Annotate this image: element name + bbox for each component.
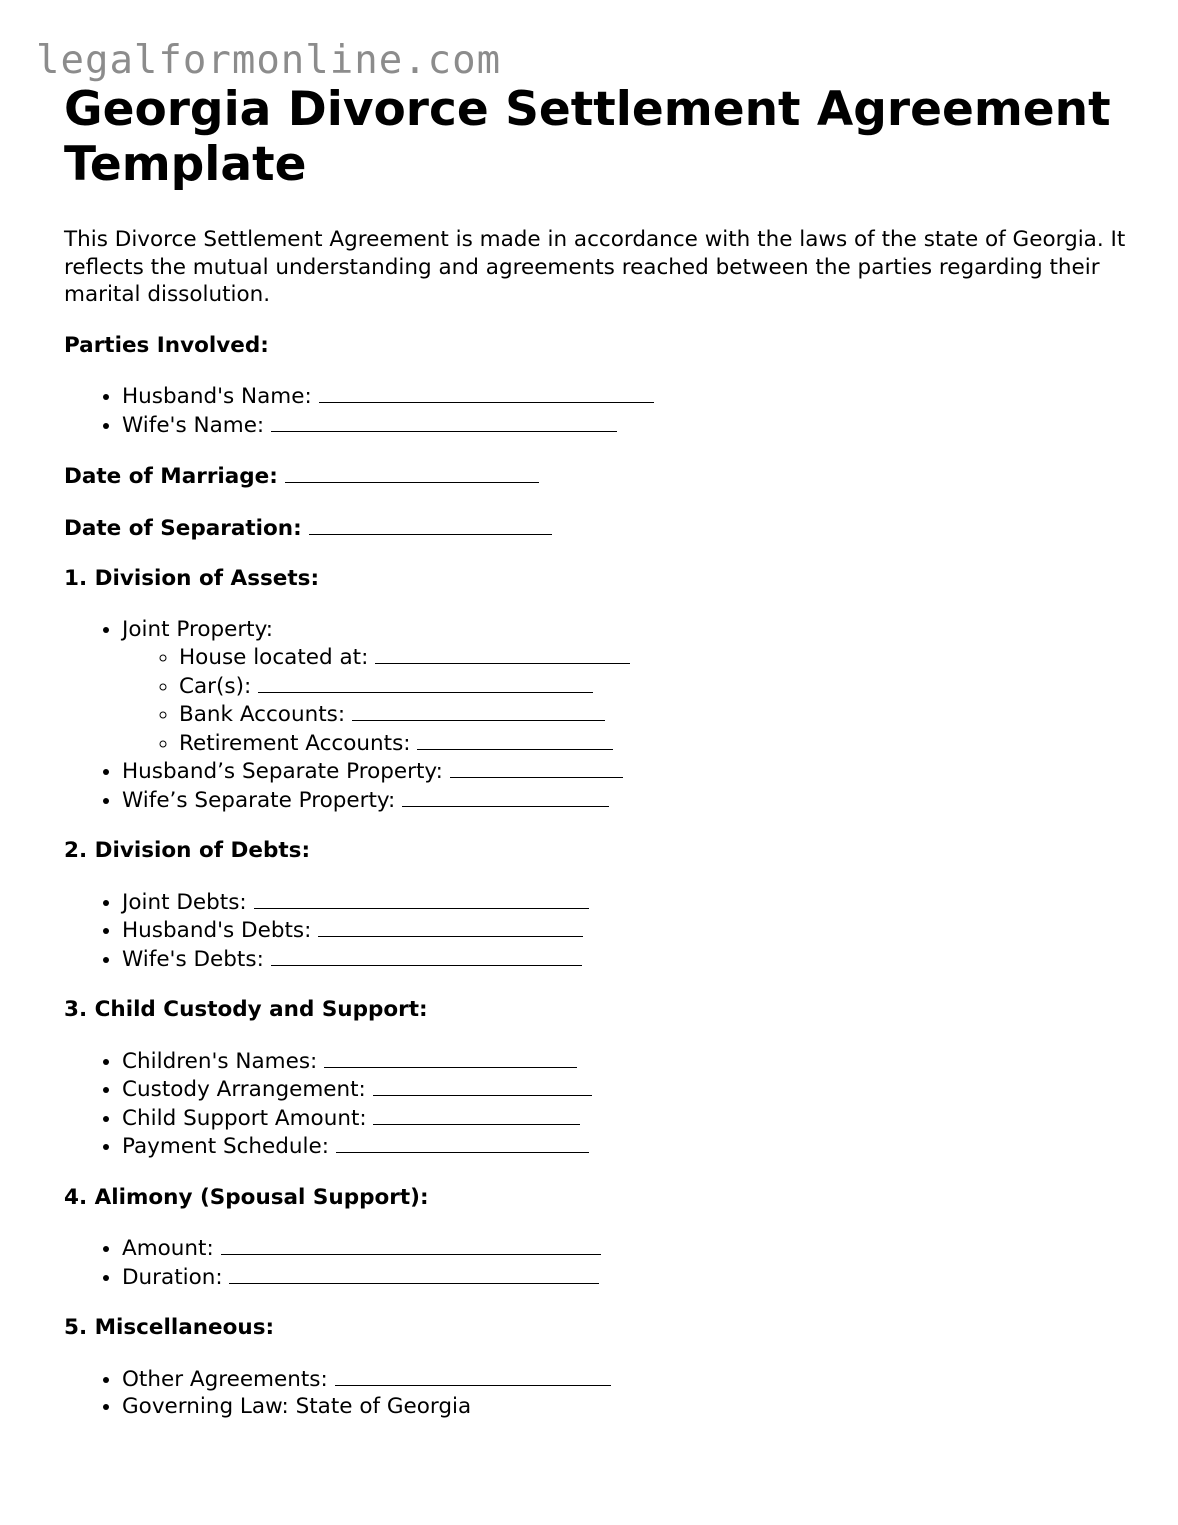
misc-list: [64, 1365, 1154, 1421]
other-agreements-item: • Other Agreements:: [122, 1365, 1154, 1394]
wife-name-item: • Wife's Name:: [122, 411, 1154, 440]
alimony-amount-blank[interactable]: [221, 1234, 601, 1255]
custody-list: [64, 1047, 1154, 1161]
payment-schedule-item: • Payment Schedule:: [122, 1132, 1154, 1161]
husband-debts-item: • Husband's Debts:: [122, 916, 1154, 945]
retirement-accounts-item: ◦ Retirement Accounts:: [179, 729, 1154, 758]
joint-debts-item: • Joint Debts:: [122, 888, 1154, 917]
wife-name-blank[interactable]: [271, 411, 617, 432]
document: [64, 82, 1154, 1421]
wife-separate-item: • Wife’s Separate Property:: [122, 786, 1154, 815]
misc-heading: 5. Miscellaneous:: [64, 1315, 275, 1340]
house-blank[interactable]: [375, 643, 630, 664]
husband-name-item: • Husband's Name:: [122, 382, 1154, 411]
joint-property-item: • Joint Property: ◦ House located at: ◦ Car(s): ◦ Bank Accounts: ◦ Retirement Accounts:: [122, 616, 1154, 758]
other-agreements-blank[interactable]: [335, 1365, 611, 1386]
debts-list: [64, 888, 1154, 974]
alimony-duration-blank[interactable]: [229, 1263, 599, 1284]
watermark: legalformonline.com: [36, 38, 502, 83]
husband-separate-item: • Husband’s Separate Property:: [122, 757, 1154, 786]
child-support-item: • Child Support Amount:: [122, 1104, 1154, 1133]
alimony-heading: 4. Alimony (Spousal Support):: [64, 1184, 429, 1210]
parties-heading: Parties Involved:: [64, 332, 269, 358]
page-title: Georgia Divorce Settlement Agreement Template: [64, 82, 1111, 192]
alimony-list: [64, 1234, 1154, 1291]
husband-separate-blank[interactable]: [450, 757, 623, 778]
retirement-accounts-blank[interactable]: [417, 729, 613, 750]
date-of-marriage-blank[interactable]: [285, 462, 539, 483]
assets-list: [64, 616, 1154, 815]
debts-heading: 2. Division of Debts:: [64, 838, 311, 863]
husband-debts-blank[interactable]: [318, 916, 583, 937]
governing-law-value: State of Georgia: [295, 1394, 472, 1419]
intro-paragraph: This Divorce Settlement Agreement is made in accordance with the laws of the state of Georgia. It reflects the mutual understanding and agreements reached between the parties regarding their marital dissolution.: [64, 227, 1126, 307]
joint-property-list: [122, 643, 1154, 757]
wife-separate-blank[interactable]: [402, 786, 609, 807]
assets-heading: 1. Division of Assets:: [64, 566, 320, 591]
joint-debts-blank[interactable]: [254, 888, 589, 909]
custody-arrangement-blank[interactable]: [373, 1075, 592, 1096]
house-item: ◦ House located at:: [179, 643, 1154, 672]
date-of-separation-blank[interactable]: [309, 514, 552, 535]
governing-law-item: • Governing Law: State of Georgia: [122, 1393, 1154, 1421]
alimony-duration-item: • Duration:: [122, 1263, 1154, 1292]
parties-list: [64, 382, 1154, 439]
date-of-separation: Date of Separation:: [64, 514, 1154, 543]
children-names-blank[interactable]: [324, 1047, 577, 1068]
payment-schedule-blank[interactable]: [336, 1132, 589, 1153]
custody-arrangement-item: • Custody Arrangement:: [122, 1075, 1154, 1104]
bank-accounts-item: ◦ Bank Accounts:: [179, 700, 1154, 729]
cars-blank[interactable]: [258, 672, 593, 693]
husband-name-blank[interactable]: [319, 382, 654, 403]
cars-item: ◦ Car(s):: [179, 672, 1154, 701]
children-names-item: • Children's Names:: [122, 1047, 1154, 1076]
custody-heading: 3. Child Custody and Support:: [64, 997, 428, 1022]
wife-debts-blank[interactable]: [271, 945, 582, 966]
child-support-blank[interactable]: [373, 1104, 580, 1125]
bank-accounts-blank[interactable]: [352, 700, 605, 721]
date-of-marriage: Date of Marriage:: [64, 462, 1154, 491]
wife-debts-item: • Wife's Debts:: [122, 945, 1154, 974]
alimony-amount-item: • Amount:: [122, 1234, 1154, 1263]
